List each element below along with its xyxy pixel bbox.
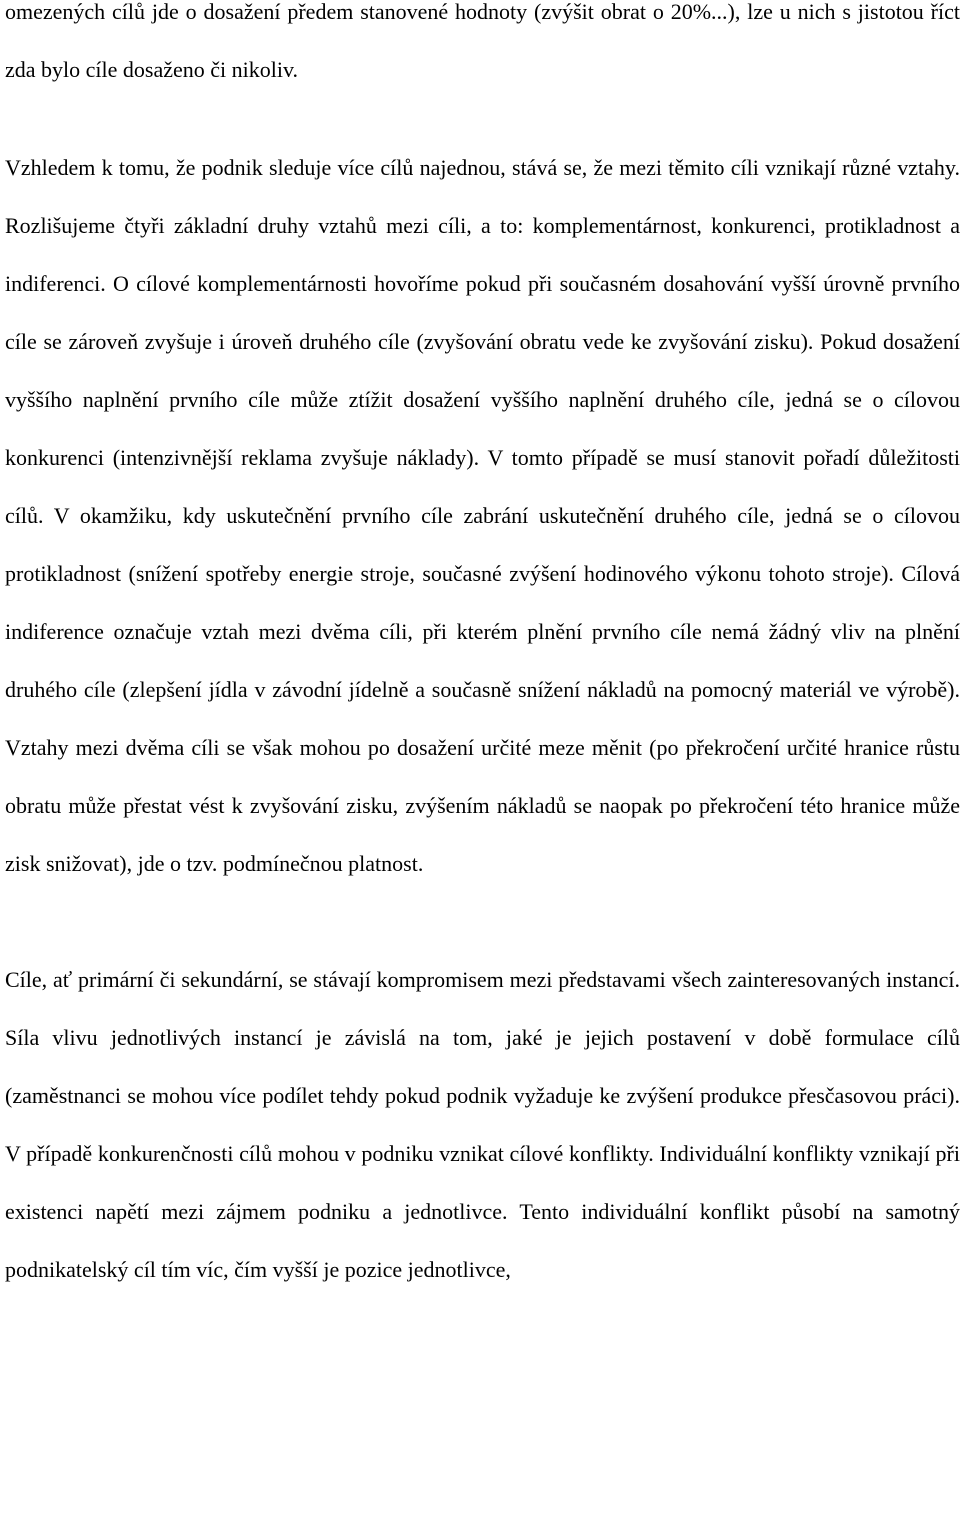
paragraph-3: Cíle, ať primární či sekundární, se stávají kompromisem mezi představami všech zainteresovaných instancí. Síla vlivu jednotlivých instancí je závislá na tom, jaké je jejich postavení v době formulace cílů (zaměstnanci se mohou více podílet tehdy pokud podnik vyžaduje ke zvýšení produkce přesčasovou práci). V případě konkurenčnosti cílů mohou v podniku vznikat cílové konflikty. Individuální konflikty vznikají při existenci napětí mezi zájmem podniku a jednotlivce. Tento individuální konflikt působí na samotný podnikatelský cíl tím víc, čím vyšší je pozice jednotlivce,: [5, 967, 960, 1282]
paragraph-1: omezených cílů jde o dosažení předem stanovené hodnoty (zvýšit obrat o 20%...), lze u nich s jistotou říct zda bylo cíle dosaženo či nikoliv.: [5, 0, 960, 82]
paragraph-2: Vzhledem k tomu, že podnik sleduje více cílů najednou, stává se, že mezi těmito cíli vznikají různé vztahy. Rozlišujeme čtyři základní druhy vztahů mezi cíli, a to: komplementárnost, konkurenci, protikladnost a indiferenci. O cílové komplementárnosti hovoříme pokud při současném dosahování vyšší úrovně prvního cíle se zároveň zvyšuje i úroveň druhého cíle (zvyšování obratu vede ke zvyšování zisku). Pokud dosažení vyššího naplnění prvního cíle může ztížit dosažení vyššího naplnění druhého cíle, jedná se o cílovou konkurenci (intenzivnější reklama zvyšuje náklady). V tomto případě se musí stanovit pořadí důležitosti cílů. V okamžiku, kdy uskutečnění prvního cíle zabrání uskutečnění druhého cíle, jedná se o cílovou protikladnost (snížení spotřeby energie stroje, současné zvýšení hodinového výkonu tohoto stroje). Cílová indiference označuje vztah mezi dvěma cíli, při kterém plnění prvního cíle nemá žádný vliv na plnění druhého cíle (zlepšení jídla v závodní jídelně a současně snížení nákladů na pomocný materiál ve výrobě). Vztahy mezi dvěma cíli se však mohou po dosažení určité meze měnit (po překročení určité hranice růstu obratu může přestat vést k zvyšování zisku, zvýšením nákladů se naopak po překročení této hranice může zisk snižovat), jde o tzv. podmínečnou platnost.: [5, 155, 960, 876]
document-page: [5, 0, 960, 1299]
